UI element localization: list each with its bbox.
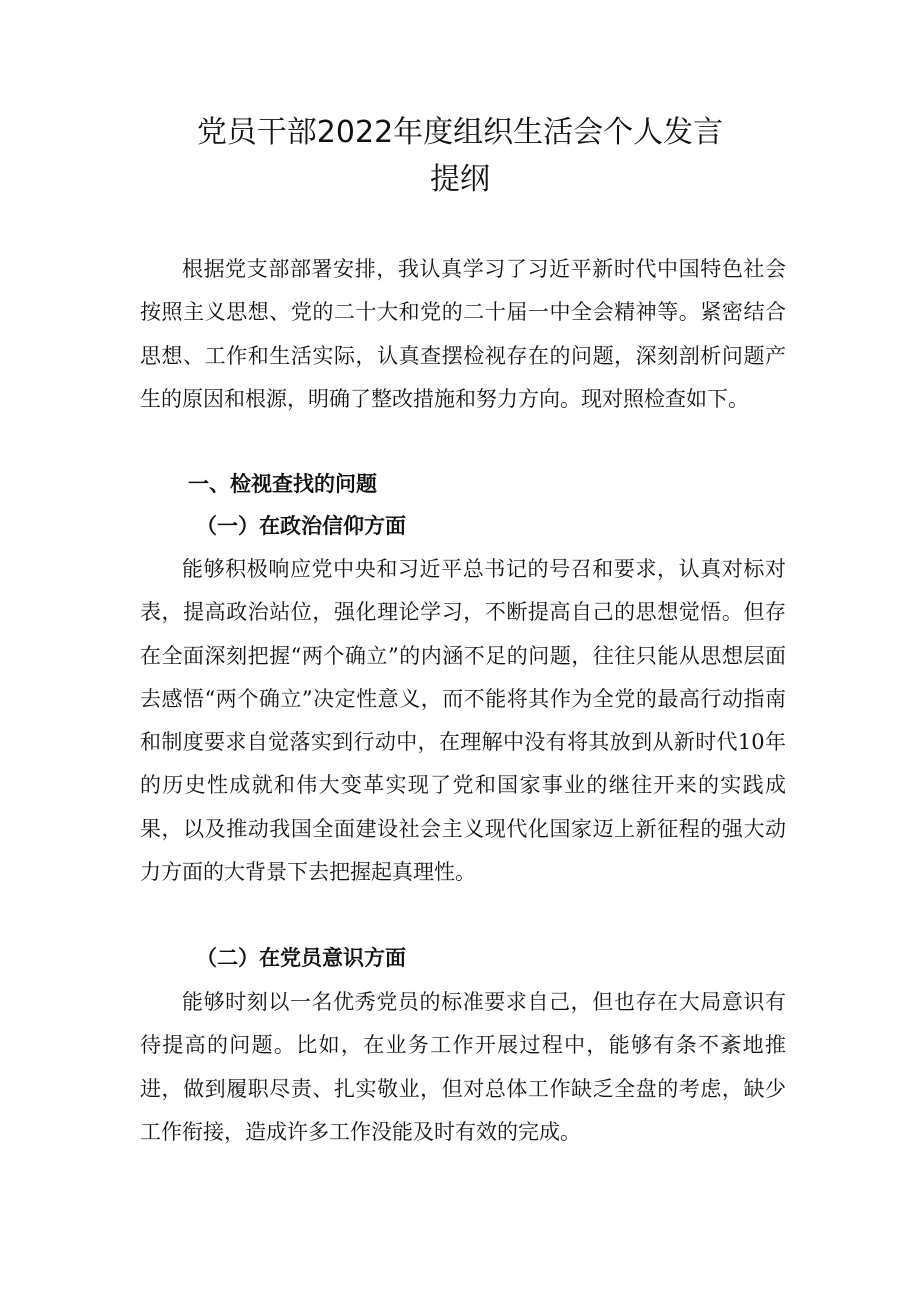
party-awareness-paragraph: 能够时刻以一名优秀党员的标准要求自己，但也存在大局意识有待提高的问题。比如，在业务工作开展过程中，能够有条不紊地推进，做到履职尽责、扎实敬业，但对总体工作缺乏全盘的考虑，缺少工作衔接，造成许多工作没能及时有效的完成。 <box>140 990 786 1144</box>
political-belief-paragraph: 能够积极响应党中央和习近平总书记的号召和要求，认真对标对表，提高政治站位，强化理论学习，不断提高自己的思想觉悟。但存在全面深刻把握“两个确立”的内涵不足的问题，往往只能从思想层面去感悟“两个确立”决定性意义，而不能将其作为全党的最高行动指南和制度要求自觉落实到行动中，在理解中没有将其放到从新时代10年的历史性成就和伟大变革实现了党和国家事业的继往开来的实践成果，以及推动我国全面建设社会主义现代化国家迈上新征程的强大动力方面的大背景下去把握起真理性。 <box>140 557 786 885</box>
document-title-line-1: 党员干部2022年度组织生活会个人发言 <box>196 115 724 150</box>
subsection-heading-party-awareness: （二）在党员意识方面 <box>196 945 406 970</box>
intro-paragraph: 根据党支部部署安排，我认真学习了习近平新时代中国特色社会按照主义思想、党的二十大和党的二十届一中全会精神等。紧密结合思想、工作和生活实际，认真查摆检视存在的问题，深刻剖析问题产生的原因和根源，明确了整改措施和努力方向。现对照检查如下。 <box>140 257 786 411</box>
document-title-line-2: 提纲 <box>430 162 490 197</box>
subsection-heading-political-belief: （一）在政治信仰方面 <box>196 513 406 538</box>
section-heading-problems: 一、检视查找的问题 <box>188 472 377 496</box>
